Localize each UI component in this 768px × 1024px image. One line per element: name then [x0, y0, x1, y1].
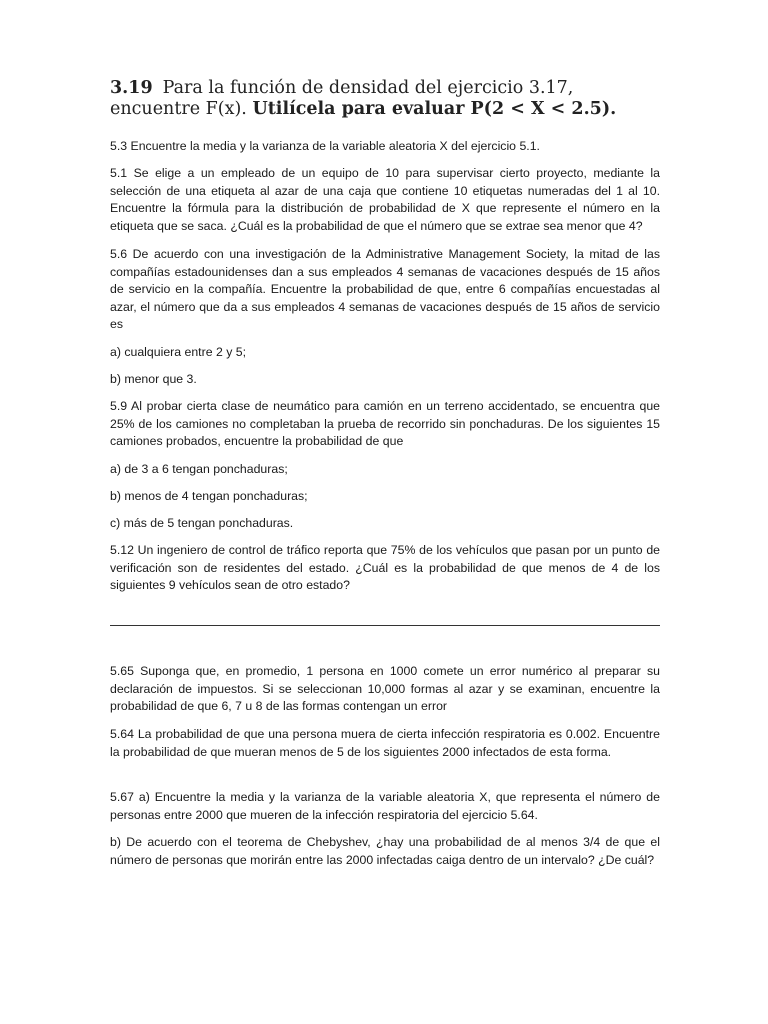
- heading-line2-plain: encuentre F(x).: [110, 99, 247, 119]
- exercise-5-12: 5.12 Un ingeniero de control de tráfico reporta que 75% de los vehículos que pasan por un punto de verificación son de residentes del estado. ¿Cuál es la probabilidad de que menos de 4 de los siguientes 9 vehículos sean de otro estado?: [110, 543, 660, 593]
- exercise-5-9: 5.9 Al probar cierta clase de neumático para camión en un terreno accidentado, se encuentra que 25% de los camiones no completaban la prueba de recorrido sin ponchaduras. De los siguientes 15 camiones probados, encuentre la probabilidad de que: [110, 399, 660, 449]
- heading-line-1: [110, 78, 670, 99]
- heading-line2-bold: Utilícela para evaluar P(2 < X < 2.5).: [252, 99, 617, 119]
- heading-number: 3.19: [110, 78, 153, 98]
- exercise-heading: [110, 78, 670, 120]
- exercise-5-65: 5.65 Suponga que, en promedio, 1 persona en 1000 comete un error numérico al preparar su declaración de impuestos. Si se seleccionan 10,000 formas al azar y se examinan, encuentre la probabilidad de que 6, 7 u 8 de las formas contengan un error: [110, 664, 660, 714]
- exercise-5-9-c: c) más de 5 tengan ponchaduras.: [110, 516, 294, 530]
- exercise-5-6-a: a) cualquiera entre 2 y 5;: [110, 345, 247, 359]
- exercise-5-64: 5.64 La probabilidad de que una persona muera de cierta infección respiratoria es 0.002. Encuentre la probabilidad de que mueran menos de 5 de los siguientes 2000 infectados de esta forma.: [110, 727, 660, 759]
- exercise-5-6: 5.6 De acuerdo con una investigación de la Administrative Management Society, la mitad de las compañías estadounidenses dan a sus empleados 4 semanas de vacaciones después de 15 años de servicio en la compañía. Encuentre la probabilidad de que, entre 6 compañías encuestadas al azar, el número que da a sus empleados 4 semanas de vacaciones después de 15 años de servicio es: [110, 247, 660, 332]
- exercise-5-3: 5.3 Encuentre la media y la varianza de la variable aleatoria X del ejercicio 5.1.: [110, 139, 540, 153]
- exercise-5-1: 5.1 Se elige a un empleado de un equipo de 10 para supervisar cierto proyecto, mediante la selección de una etiqueta al azar de una caja que contiene 10 etiquetas numeradas del 1 al 10. Encuentre la fórmula para la distribución de probabilidad de X que represente el número en la etiqueta que se saca. ¿Cuál es la probabilidad de que el número que se extrae sea menor que 4?: [110, 166, 660, 233]
- heading-line1-text: Para la función de densidad del ejercicio 3.17,: [162, 78, 574, 98]
- exercise-5-67-b: b) De acuerdo con el teorema de Chebyshev, ¿hay una probabilidad de al menos 3/4 de que el número de personas que morirán entre las 2000 infectadas caiga dentro de un intervalo? ¿De cuál?: [110, 835, 660, 867]
- exercise-5-9-b: b) menos de 4 tengan ponchaduras;: [110, 489, 308, 503]
- exercise-5-9-a: a) de 3 a 6 tengan ponchaduras;: [110, 462, 288, 476]
- exercise-5-67-a: 5.67 a) Encuentre la media y la varianza de la variable aleatoria X, que representa el número de personas entre 2000 que mueren de la infección respiratoria del ejercicio 5.64.: [110, 790, 660, 822]
- heading-line-2: [110, 99, 670, 120]
- exercise-5-6-b: b) menor que 3.: [110, 372, 197, 386]
- section-divider: [110, 625, 660, 626]
